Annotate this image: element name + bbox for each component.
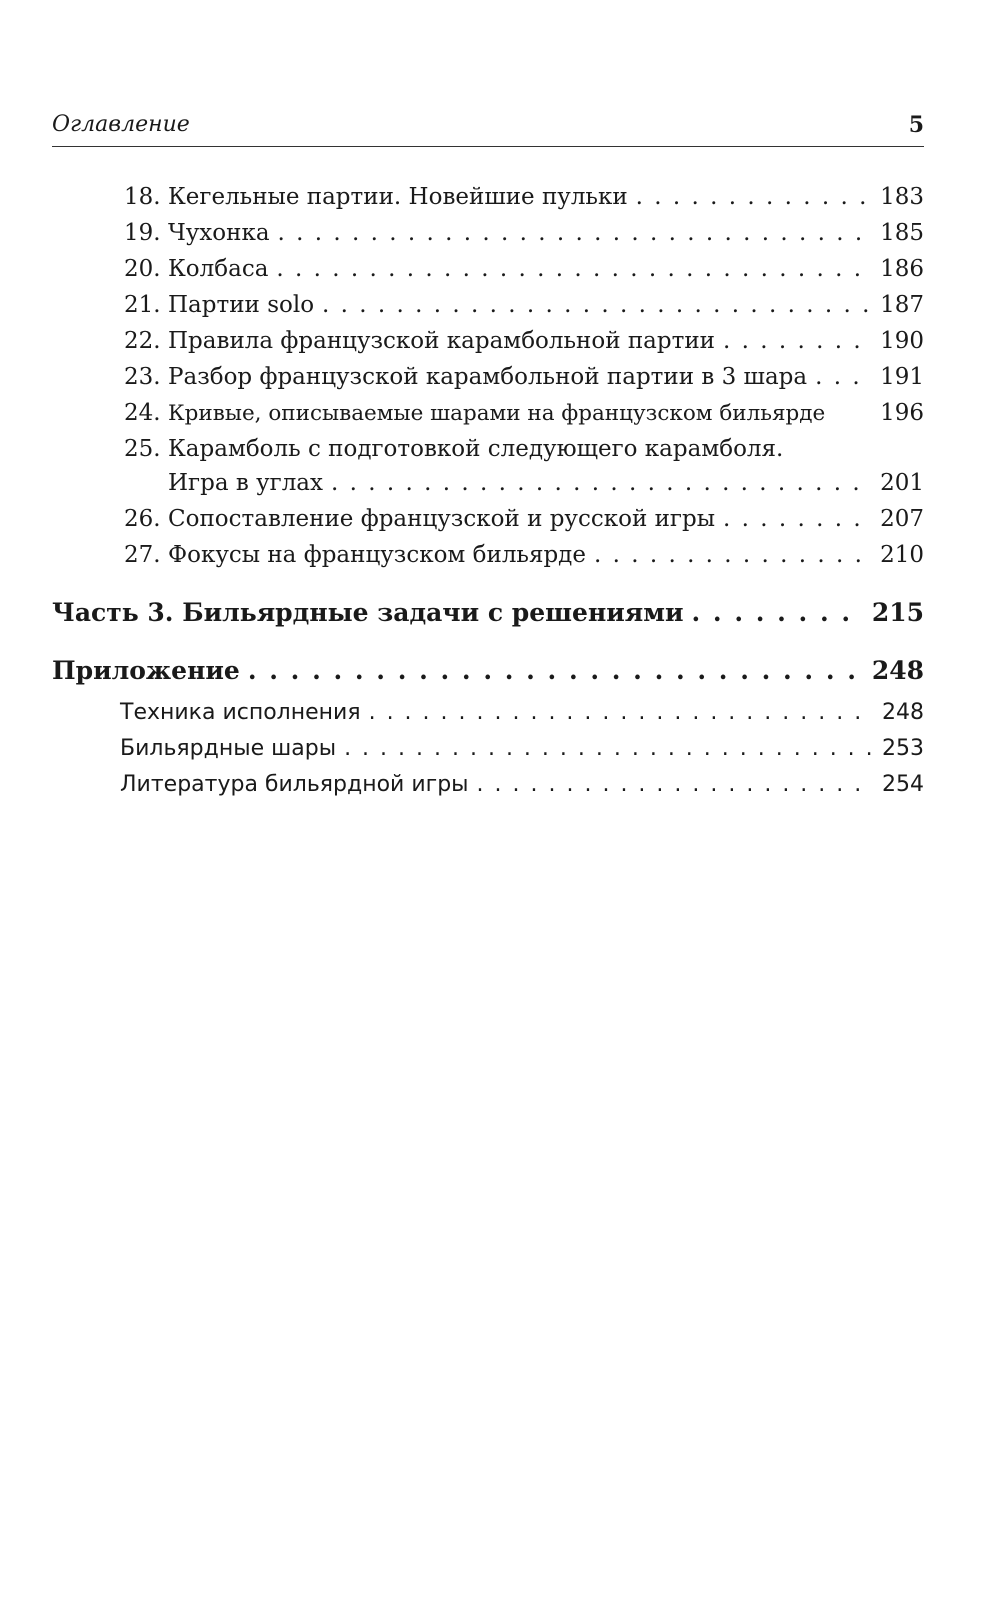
toc-entry[interactable] [124, 326, 924, 356]
leader-dots [815, 362, 872, 392]
toc-entry[interactable] [124, 540, 924, 570]
entry-page: 210 [880, 542, 924, 568]
toc-entry[interactable] [124, 468, 924, 498]
appendix-item-title: Бильярдные шары [120, 736, 337, 761]
toc-entry[interactable] [124, 182, 924, 212]
leader-dots [723, 504, 872, 534]
leader-dots [692, 598, 864, 628]
leader-dots [723, 326, 872, 356]
toc-entry[interactable] [124, 254, 924, 284]
entry-number: 21. [124, 292, 161, 318]
leader-dots [369, 698, 872, 728]
running-title: Оглавление [52, 112, 190, 137]
entry-title: Партии solo [168, 292, 315, 318]
entry-number: 27. [124, 542, 161, 568]
part-page: 215 [871, 598, 924, 627]
entry-page: 201 [880, 470, 924, 496]
leader-dots [278, 218, 872, 248]
appendix-item-title: Техника исполнения [120, 700, 361, 725]
leader-dots [477, 770, 872, 800]
entry-title: Чухонка [168, 220, 270, 246]
leader-dots [322, 290, 872, 320]
toc-appendix-item[interactable] [120, 734, 924, 764]
running-header [52, 112, 924, 147]
entry-number: 26. [124, 506, 161, 532]
appendix-item-page: 253 [882, 736, 924, 761]
appendix-item-page: 248 [882, 700, 924, 725]
toc-appendix-item[interactable] [120, 770, 924, 800]
entry-title: Кегельные партии. Новейшие пульки [168, 184, 628, 210]
entry-page: 183 [880, 184, 924, 210]
leader-dots [276, 254, 872, 284]
entry-title: Карамболь с подготовкой следующего карамболя. [168, 436, 784, 462]
toc-appendix[interactable] [52, 656, 924, 686]
entry-title: Колбаса [168, 256, 269, 282]
appendix-title: Приложение [52, 656, 240, 685]
entry-page: 196 [880, 400, 924, 426]
toc-appendix-item[interactable] [120, 698, 924, 728]
entry-page: 191 [880, 364, 924, 390]
leader-dots [331, 468, 872, 498]
toc-entry[interactable] [124, 398, 924, 429]
page-number: 5 [908, 112, 924, 138]
appendix-item-title: Литература бильярдной игры [120, 772, 469, 797]
entry-number: 20. [124, 256, 161, 282]
entry-title: Правила французской карамбольной партии [168, 328, 715, 354]
toc-part-3[interactable] [52, 598, 924, 628]
entry-title: Разбор французской карамбольной партии в 3 шара [168, 364, 808, 390]
entry-number: 18. [124, 184, 161, 210]
toc-entry[interactable] [124, 290, 924, 320]
entry-number: 19. [124, 220, 161, 246]
entry-number: 25. [124, 436, 161, 462]
entry-page: 186 [880, 256, 924, 282]
entry-page: 190 [880, 328, 924, 354]
appendix-item-page: 254 [882, 772, 924, 797]
toc-entry[interactable] [124, 504, 924, 534]
toc-entry[interactable] [124, 218, 924, 248]
entry-title: Кривые, описываемые шарами на французском бильярде [168, 401, 826, 426]
entry-page: 185 [880, 220, 924, 246]
leader-dots [594, 540, 872, 570]
leader-dots [248, 656, 864, 686]
entry-number: 24. [124, 400, 161, 426]
entry-page: 207 [880, 506, 924, 532]
leader-dots [636, 182, 872, 212]
appendix-page: 248 [871, 656, 924, 685]
toc-entry[interactable] [124, 362, 924, 392]
entry-title: Сопоставление французской и русской игры [168, 506, 716, 532]
entry-title-continuation: Игра в углах [168, 470, 323, 496]
entry-number: 23. [124, 364, 161, 390]
part-title: Часть 3. Бильярдные задачи с решениями [52, 598, 684, 627]
entry-page: 187 [880, 292, 924, 318]
leader-dots [344, 734, 872, 764]
entry-title: Фокусы на французском бильярде [168, 542, 586, 568]
entry-number: 22. [124, 328, 161, 354]
